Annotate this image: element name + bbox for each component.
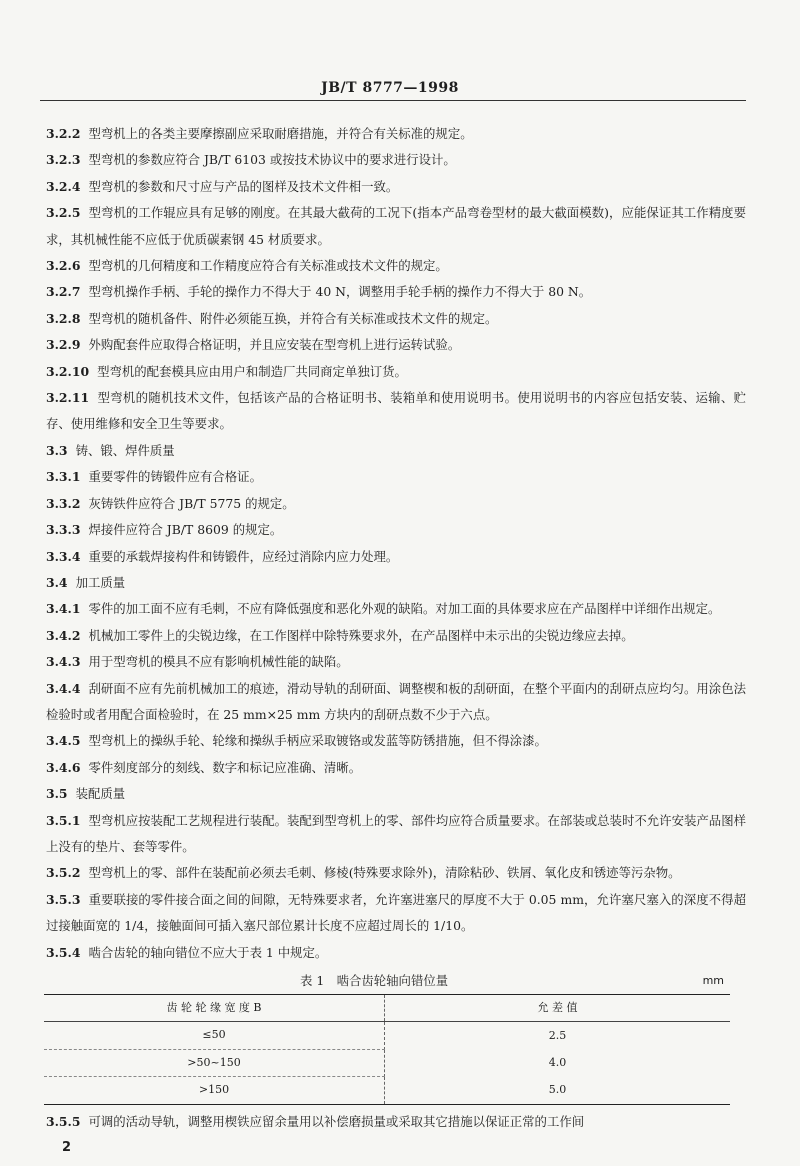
clause-number: 3.2.3 (46, 152, 81, 168)
clause-number: 3.2.8 (46, 310, 81, 326)
clause-text: 型弯机的几何精度和工作精度应符合有关标准或技术文件的规定。 (88, 258, 448, 274)
clause (46, 676, 746, 729)
clause-text: 零件的加工面不应有毛刺，不应有降低强度和恶化外观的缺陷。对加工面的具体要求应在产品图样中详细作出规定。 (88, 601, 721, 617)
page-header: JB/T 8777—1998 (321, 80, 459, 96)
clause-number: 3.5.2 (46, 865, 81, 881)
clause-number: 3.4.5 (46, 733, 81, 749)
table-cell-width: ≤50 (44, 1022, 385, 1049)
clause-text: 零件刻度部分的刻线、数字和标记应准确、清晰。 (88, 759, 362, 775)
clause-number: 3.4 (46, 574, 68, 590)
clause-text: 型弯机应按装配工艺规程进行装配。装配到型弯机上的零、部件均应符合质量要求。在部装或总装时不允许安装产品图样上没有的垫片、套等零件。 (46, 812, 746, 854)
clause-number: 3.2.4 (46, 178, 81, 194)
clause-number: 3.4.3 (46, 654, 81, 670)
clause-number: 3.5.5 (46, 1113, 81, 1129)
table-caption (46, 968, 746, 994)
table-header-width: 齿 轮 轮 缘 宽 度 B (44, 995, 385, 1022)
table-row (44, 1049, 730, 1076)
clause-text: 型弯机的工作辊应具有足够的刚度。在其最大截荷的工况下(指本产品弯卷型材的最大截面模数)，应能保证其工作精度要求，其机械性能不应低于优质碳素钢 45 材质要求。 (46, 205, 746, 247)
clause-text: 型弯机上的各类主要摩擦副应采取耐磨措施，并符合有关标准的规定。 (88, 126, 473, 141)
clause-text: 装配质量 (75, 786, 126, 802)
clause (46, 385, 746, 438)
clause-text: 用于型弯机的模具不应有影响机械性能的缺陷。 (88, 654, 349, 670)
clause-text: 加工质量 (75, 574, 126, 590)
table-row (44, 1077, 730, 1104)
page-number: 2 (62, 1140, 72, 1155)
clause-number: 3.4.2 (46, 627, 81, 643)
clause-text: 刮研面不应有先前机械加工的痕迹，滑动导轨的刮研面、调整楔和板的刮研面，在整个平面内的刮研点应均匀。用涂色法检验时或者用配合面检验时，在 25 mm×25 mm 方块内的刮研点数不少于六点。 (46, 680, 746, 722)
clause-text: 重要的承载焊接构件和铸锻件，应经过消除内应力处理。 (88, 548, 399, 564)
clause-number: 3.2.5 (46, 205, 81, 221)
clause (46, 596, 746, 622)
clause (46, 623, 746, 649)
table-cell-width: >50~150 (44, 1049, 385, 1076)
clause (46, 544, 746, 570)
gear-misalignment-table (44, 994, 730, 1105)
clause (46, 464, 746, 490)
clause (46, 332, 746, 358)
clause (46, 860, 746, 886)
clause (46, 570, 746, 596)
clause-number: 3.4.6 (46, 759, 81, 775)
clause (46, 1109, 746, 1135)
clause-text: 型弯机的随机备件、附件必须能互换，并符合有关标准或技术文件的规定。 (88, 310, 498, 326)
clause-text: 灰铸铁件应符合 JB/T 5775 的规定。 (88, 495, 295, 511)
clause-number: 3.2.2 (46, 126, 81, 141)
clause-text: 铸、锻、焊件质量 (75, 442, 175, 458)
clause-number: 3.3.1 (46, 469, 81, 485)
clause-number: 3.5.1 (46, 812, 81, 828)
clause-number: 3.5 (46, 786, 68, 802)
clause (46, 781, 746, 807)
clause (46, 491, 746, 517)
clause-text: 啮合齿轮的轴向错位不应大于表 1 中规定。 (88, 944, 328, 960)
table-cell-tolerance: 5.0 (385, 1077, 731, 1104)
table-row (44, 1022, 730, 1049)
clause-number: 3.5.4 (46, 944, 81, 960)
clause-number: 3.3.2 (46, 495, 81, 511)
clause (46, 728, 746, 754)
clause (46, 438, 746, 464)
clause (46, 649, 746, 675)
clause-text: 型弯机的随机技术文件，包括该产品的合格证明书、装箱单和使用说明书。使用说明书的内容应包括安装、运输、贮存、使用维修和安全卫生等要求。 (46, 390, 746, 432)
clause-number: 3.2.11 (46, 390, 90, 406)
clause (46, 147, 746, 173)
clause-number: 3.2.9 (46, 337, 81, 353)
clause-number: 3.4.1 (46, 601, 81, 617)
clause-number: 3.4.4 (46, 680, 81, 696)
clause (46, 359, 746, 385)
clause-text: 型弯机操作手柄、手轮的操作力不得大于 40 N，调整用手轮手柄的操作力不得大于 80 N。 (88, 284, 592, 300)
clause (46, 279, 746, 305)
clause (46, 755, 746, 781)
clause-number: 3.3.4 (46, 548, 81, 564)
clause-list (46, 121, 746, 966)
clause (46, 306, 746, 332)
clause-text: 重要零件的铸锻件应有合格证。 (88, 469, 262, 485)
clause (46, 887, 746, 940)
clause-text: 型弯机的配套模具应由用户和制造厂共同商定单独订货。 (97, 363, 407, 379)
table-cell-tolerance: 2.5 (548, 1028, 567, 1042)
clause-text: 焊接件应符合 JB/T 8609 的规定。 (88, 522, 283, 538)
table-cell-tolerance: 4.0 (548, 1055, 567, 1069)
table-cell-width: >150 (44, 1077, 385, 1104)
table-unit: mm (702, 974, 724, 987)
clause (46, 174, 746, 200)
clause-number: 3.2.10 (46, 363, 90, 379)
clause-text: 型弯机的参数和尺寸应与产品的图样及技术文件相一致。 (88, 178, 399, 194)
clause-text: 重要联接的零件接合面之间的间隙，无特殊要求者，允许塞进塞尺的厚度不大于 0.05 mm，允许塞尺塞入的深度不得超过接触面宽的 1/4，接触面间可插入塞尺部位累计长度不应超过周长的 1/10。 (46, 891, 746, 934)
clause-text: 机械加工零件上的尖锐边缘，在工作图样中除特殊要求外，在产品图样中未示出的尖锐边缘应去掉。 (88, 627, 634, 643)
clause-number: 3.2.6 (46, 258, 81, 274)
table-header-tolerance: 允 差 值 (385, 995, 731, 1022)
clause-text: 型弯机上的零、部件在装配前必须去毛刺、修棱(特殊要求除外)，清除粘砂、铁屑、氧化皮和锈迹等污杂物。 (88, 865, 681, 881)
clause-number: 3.3.3 (46, 522, 81, 538)
clause (46, 517, 746, 543)
clause (46, 940, 746, 966)
clause-text: 外购配套件应取得合格证明，并且应安装在型弯机上进行运转试验。 (88, 337, 461, 353)
document-body (46, 121, 746, 1135)
clause-text: 型弯机上的操纵手轮、轮缘和操纵手柄应采取镀铬或发蓝等防锈措施，但不得涂漆。 (88, 733, 547, 749)
clause-number: 3.2.7 (46, 284, 81, 300)
clause (46, 200, 746, 253)
clause-number: 3.3 (46, 442, 68, 458)
clause (46, 253, 746, 279)
clause-text: 型弯机的参数应符合 JB/T 6103 或按技术协议中的要求进行设计。 (88, 152, 456, 168)
table-title: 表 1 啮合齿轮轴向错位量 (300, 973, 449, 988)
clause (46, 808, 746, 861)
table-header-row (44, 995, 730, 1022)
header-rule (40, 100, 746, 101)
clause-number: 3.5.3 (46, 891, 81, 907)
clause-text: 可调的活动导轨，调整用楔铁应留余量用以补偿磨损量或采取其它措施以保证正常的工作间 (88, 1113, 585, 1129)
clause (46, 121, 746, 147)
